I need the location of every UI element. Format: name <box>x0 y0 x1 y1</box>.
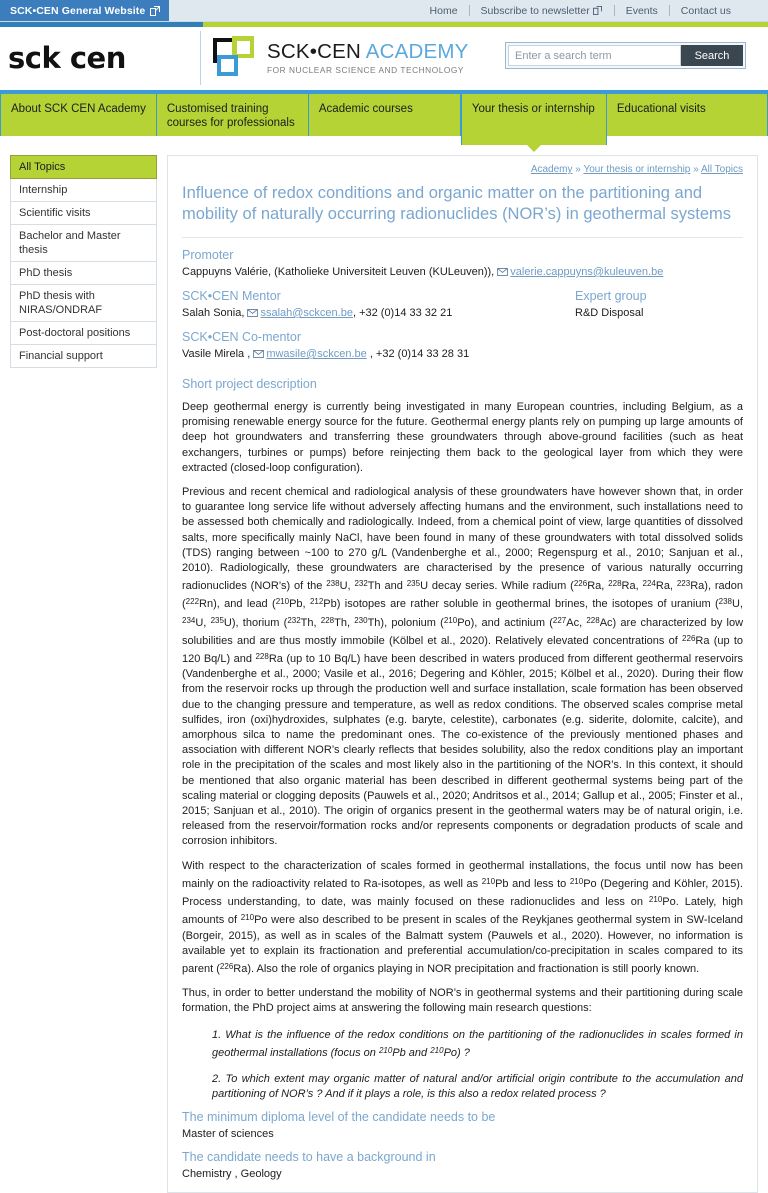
sck-cen-squares-logo-icon <box>213 36 257 80</box>
nav-item-label: About SCK CEN Academy <box>11 103 146 115</box>
general-website-label: SCK•CEN General Website <box>10 4 146 17</box>
top-utility-bar <box>0 0 768 22</box>
mentor-label: SCK•CEN Mentor <box>182 289 281 303</box>
academy-name-blue: ACADEMY <box>365 40 469 64</box>
site-header <box>0 27 768 90</box>
breadcrumb-item-academy[interactable]: Academy <box>530 164 573 175</box>
breadcrumb-separator: » <box>690 164 701 175</box>
mentor-phone: , +32 (0)14 33 32 21 <box>352 307 453 319</box>
breadcrumb-item-your-thesis-or-internship[interactable]: Your thesis or internship <box>583 164 691 175</box>
top-link-label: Subscribe to newsletter <box>480 4 590 17</box>
sidebar-item-label: All Topics <box>19 161 66 173</box>
comentor-phone: , +32 (0)14 33 28 31 <box>366 348 470 360</box>
top-link-label: Events <box>625 4 658 17</box>
active-tab-pointer-icon <box>527 145 541 152</box>
sidebar-item-financial-support[interactable] <box>10 345 157 368</box>
diploma-level-label: The minimum diploma level of the candidate needs to be <box>182 1110 496 1125</box>
expert-group-value: R&D Disposal <box>575 307 644 319</box>
description-paragraph: With respect to the characterization of scales formed in geothermal installations, the focus until now has been mainly on the radioactivity related to Ra-isotopes, as well as $^{210}$Pb and less to $^{210}$Po (Degering and Köhler, 2015). Process understanding, to date, was mainly focused on these radionuclides and less on $^{210}$Po. Lately, high amounts of $^{210}$Po were also described to be present in scales of the Reykjanes geothermal system in SW-Iceland (Borgeir, 2015), as well as in scales of the Balmatt system (Pauwels et al., 2020). However, no information is available yet to explain its fractionation and preferential accumulation/co-precipitation in scales compared to its parent ($^{226}$Ra). Also the role of organics playing in NOR precipitation and fractionation is still poorly known. <box>182 859 743 975</box>
academy-tagline: FOR NUCLEAR SCIENCE AND TECHNOLOGY <box>267 64 464 75</box>
sidebar-item-label: Internship <box>19 184 68 196</box>
external-link-icon <box>150 6 160 16</box>
sidebar-item-scientific-visits[interactable] <box>10 202 157 225</box>
search-input[interactable] <box>508 45 681 66</box>
sidebar-item-bachelor-master-thesis[interactable] <box>10 225 157 262</box>
page-body <box>0 145 768 1193</box>
topics-sidebar <box>10 155 157 1193</box>
sidebar-item-label: PhD thesis <box>19 267 73 279</box>
mentor-email-link[interactable]: ssalah@sckcen.be <box>260 307 353 319</box>
external-link-icon <box>593 6 603 16</box>
nav-item-label: Customised training courses for professionals <box>166 103 295 129</box>
sidebar-item-label: Bachelor and Master thesis <box>19 230 121 256</box>
nav-item-your-thesis-or-internship[interactable] <box>461 94 607 145</box>
nav-item-customised-training[interactable] <box>157 94 309 136</box>
promoter-email-link[interactable]: valerie.cappuyns@kuleuven.be <box>510 266 664 278</box>
sck-cen-wordmark[interactable]: sck cen <box>8 40 126 75</box>
top-links <box>419 0 768 21</box>
sidebar-item-phd-thesis[interactable] <box>10 262 157 285</box>
academy-logo[interactable] <box>201 36 469 80</box>
research-question: 2. To which extent may organic matter of natural and/or artificial origin contribute to the accumulation and partitioning of NOR’s ? And if it plays a role, is this also a redox related process ? <box>212 1072 743 1101</box>
nav-item-academic-courses[interactable] <box>309 94 461 136</box>
top-link-subscribe-newsletter[interactable] <box>470 5 614 17</box>
promoter-label: Promoter <box>182 248 234 262</box>
breadcrumb-separator: » <box>572 164 584 175</box>
promoter-value <box>182 264 743 281</box>
top-link-events[interactable] <box>615 5 669 17</box>
sidebar-item-label: Financial support <box>19 350 103 362</box>
sidebar-item-phd-thesis-niras-ondraf[interactable] <box>10 285 157 322</box>
nav-item-label: Your thesis or internship <box>471 103 595 115</box>
sidebar-item-post-doctoral-positions[interactable] <box>10 322 157 345</box>
research-question: 1. What is the influence of the redox conditions on the partitioning of the radionuclides in scales formed in geothermal installations (focus on $^{210}$Pb and $^{210}$Po) ? <box>212 1028 743 1059</box>
general-website-link[interactable] <box>0 0 169 21</box>
background-value: Chemistry , Geology <box>182 1168 282 1181</box>
sidebar-item-label: Post-doctoral positions <box>19 327 131 339</box>
envelope-icon <box>497 265 508 281</box>
nav-item-educational-visits[interactable] <box>607 94 768 136</box>
nav-item-label: Educational visits <box>616 103 706 115</box>
sidebar-item-all-topics[interactable] <box>10 155 157 179</box>
breadcrumb-item-all-topics[interactable]: All Topics <box>700 164 743 175</box>
comentor-value <box>182 346 743 363</box>
sidebar-item-label: Scientific visits <box>19 207 91 219</box>
diploma-level-value: Master of sciences <box>182 1128 274 1141</box>
background-label: The candidate needs to have a background in <box>182 1150 436 1165</box>
main-content <box>167 155 758 1193</box>
nav-item-label: Academic courses <box>318 103 413 115</box>
top-link-label: Contact us <box>680 4 731 17</box>
main-navigation <box>0 94 768 145</box>
envelope-icon <box>247 306 258 322</box>
comentor-label: SCK•CEN Co-mentor <box>182 330 301 344</box>
short-project-description-label: Short project description <box>182 377 317 391</box>
page-title: Influence of redox conditions and organic matter on the partitioning and mobility of naturally occurring radionuclides (NOR’s) in geothermal systems <box>182 183 743 238</box>
top-link-home[interactable] <box>419 5 469 17</box>
breadcrumb <box>182 162 743 181</box>
description-paragraph: Previous and recent chemical and radiological analysis of these groundwaters have however shown that, in order to guarantee long service life without adversely affecting humans and the environment, such installations need to be assessed both chemically and radiologically. Indeed, from a chemical point of view, large quantities of dissolved salts, more specifically mainly NaCl, have been found in many of these groundwaters with total dissolved solids (TDS) ranging between ~100 to 270 g/L (Vandenberghe et al., 2000; Regenspurg et al., 2010; Sanjuan et al., 2010). Radiologically, these groundwaters are characterised by the presence of various naturally occurring radionuclides (NOR’s) of the $^{238}$U, $^{232}$Th and $^{235}$U decay series. While radium ($^{226}$Ra, $^{228}$Ra, $^{224}$Ra, $^{223}$Ra), radon ($^{222}$Rn), and lead ($^{210}$Pb, $^{212}$Pb) isotopes are rather soluble in geothermal brines, the isotopes of uranium ($^{238}$U, $^{234}$U, $^{235}$U), thorium ($^{232}$Th, $^{228}$Th, $^{230}$Th), polonium ($^{210}$Po), and actinium ($^{227}$Ac, $^{228}$Ac) are characterized by low solubilities and are thus mostly immobile (Kölbel et al., 2020). Relatively elevated concentrations of $^{226}$Ra (up to 120 Bq/L) and $^{228}$Ra (up to 10 Bq/L) have been described in waters produced from different geothermal reservoirs (Vandenberghe et al., 2000; Vasile et al., 2016; Degering and Köhler, 2015; Kölbel et al., 2020). During their flow from the reservoir rocks up through the production well and surface installation, scale formation has been observed due to the changing pressure and temperature, as well as redox conditions. The observed scales comprise metal sulfides, iron (oxi)hydroxides, sulphates (e.g. baryte, celestite), carbonates (e.g. siderite, dolomite, calcite), and amorphous silca to name the predominant ones. The co-existence of the previously mentioned phases and association with different NOR’s clearly reflects that besides solubility, also the redox conditions play an important role in the precipitation of the scales and most likely also in the partitioning of the NOR’s. In this context, it should be mentioned that also organic material has been described in different geothermal systems being part of the scaling material or clogging deposits (Pauwels et al., 2020; Andritsos et al., 2014; Gallup et al., 2005; Finster et al., 2015; Sanjuan et al., 2010). The origin of organics present in the geothermal waters may be of natural origin, i.e. released from the reservoir/formation rocks and/or represents components or degradation products of scale and corrosion inhibitors. <box>182 486 744 848</box>
expert-group-label: Expert group <box>575 289 647 303</box>
mentor-name: Salah Sonia, <box>182 307 245 319</box>
promoter-name: Cappuyns Valérie, (Katholieke Universiteit Leuven (KULeuven)), <box>182 266 495 278</box>
sidebar-item-internship[interactable] <box>10 179 157 202</box>
comentor-name: Vasile Mirela , <box>182 348 251 360</box>
description-paragraph: Deep geothermal energy is currently being investigated in many European countries, including Belgium, as a promising renewable energy source for the future. Geothermal energy plants rely on pumping up large amounts of deep hot groundwaters and transferring these groundwaters through above-ground facilities (such as heat exchangers, turbines or pumps) before reinjecting them back to the geological layer from which they were extracted (closed-loop configuration). <box>182 401 743 474</box>
academy-name-dark: SCK•CEN <box>267 40 366 64</box>
description-paragraph: Thus, in order to better understand the mobility of NOR’s in geothermal systems and their partitioning during scale formation, the PhD project aims at answering the following main research questions: <box>182 987 743 1015</box>
top-link-contact-us[interactable] <box>670 5 742 17</box>
mentor-value <box>182 305 575 322</box>
nav-item-about-academy[interactable] <box>0 94 157 136</box>
envelope-icon <box>253 347 264 363</box>
search-box <box>505 42 746 69</box>
comentor-email-link[interactable]: mwasile@sckcen.be <box>266 348 367 360</box>
search-button[interactable]: Search <box>681 45 743 66</box>
mentor-and-expert-group <box>182 281 743 322</box>
sidebar-item-label: PhD thesis with NIRAS/ONDRAF <box>19 290 103 316</box>
top-link-label: Home <box>429 4 458 17</box>
